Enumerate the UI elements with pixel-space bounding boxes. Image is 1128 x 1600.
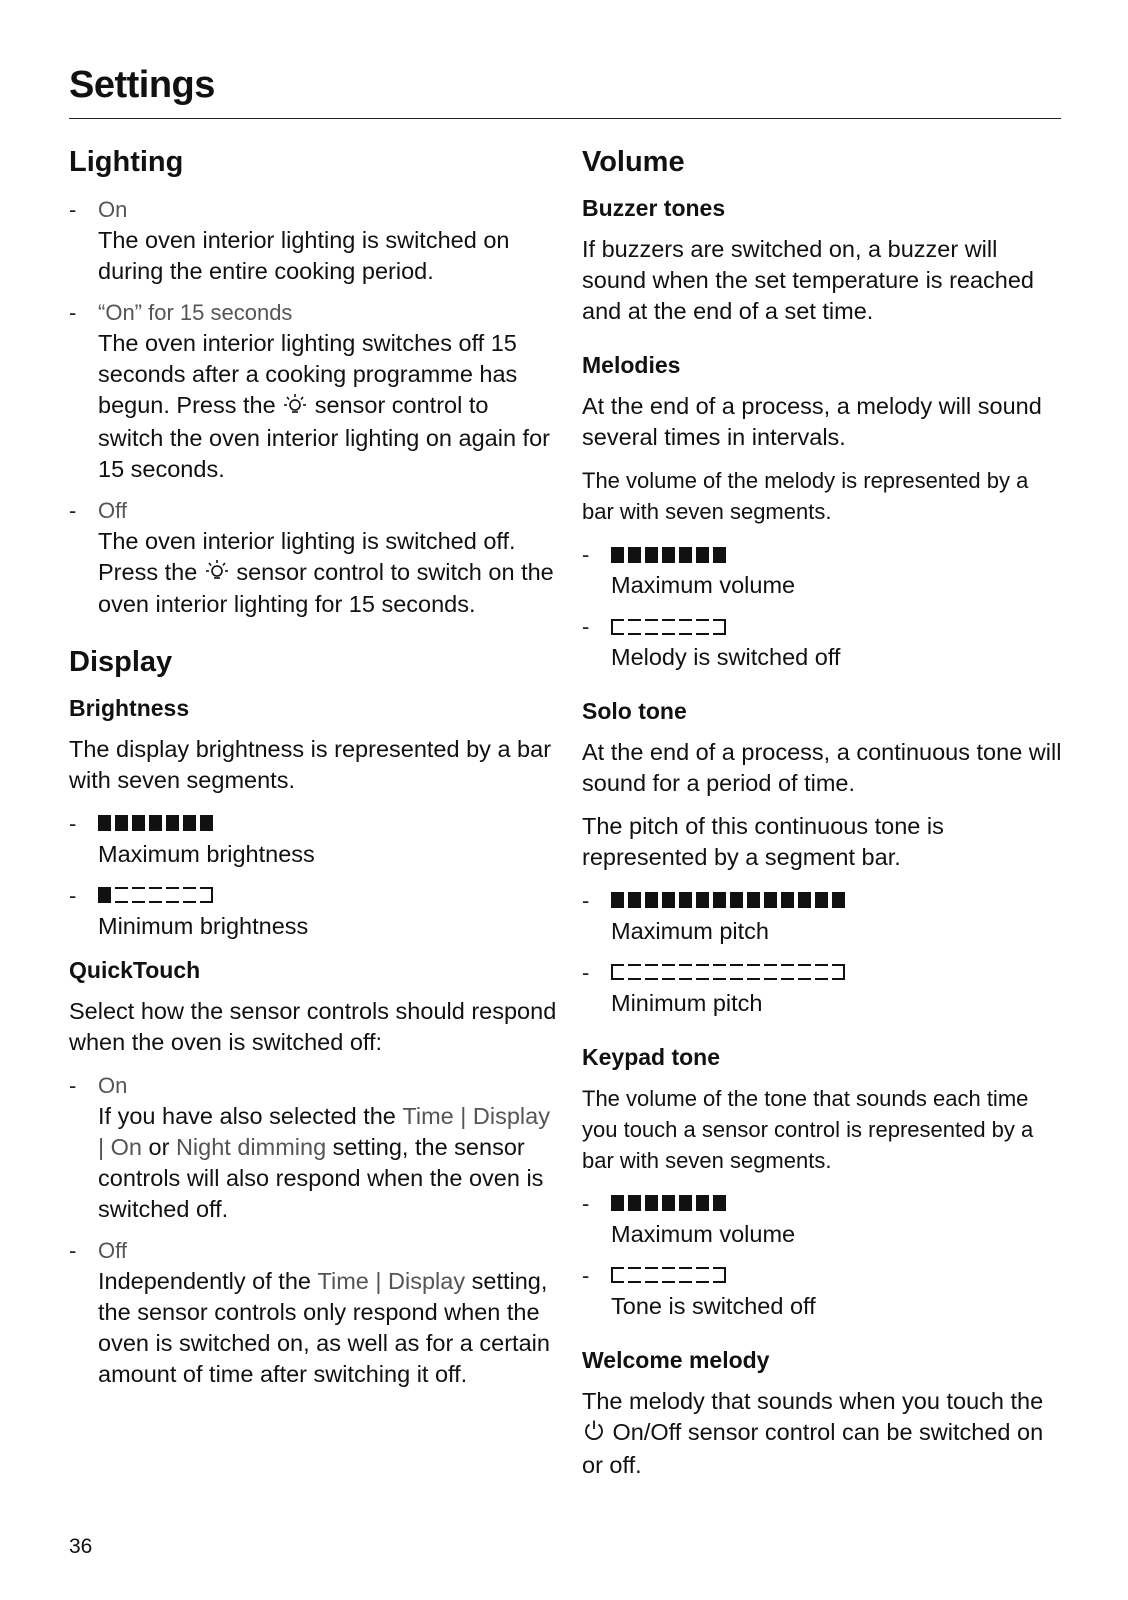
segment-empty (628, 619, 641, 635)
text-part: Independently of the (98, 1267, 318, 1294)
text-part: setting, the sensor controls only respond when the oven is switched on, as well as for a certain amount of time after switching it off. (98, 1267, 550, 1387)
segment-empty (611, 964, 624, 980)
segment-bar (98, 808, 559, 839)
brightness-text: The display brightness is represented by a bar with seven segments. (69, 735, 552, 793)
segment-empty (200, 887, 213, 903)
keypad-option-max (582, 1188, 1066, 1250)
segment-filled (713, 1195, 726, 1211)
text-part: The melody that sounds when you touch the (582, 1387, 1044, 1414)
text-part: sensor control to switch the oven interior lighting on again for 15 seconds. (98, 392, 550, 482)
segment-bar (611, 611, 1066, 642)
option-text (98, 1101, 559, 1225)
segment-filled (764, 892, 777, 908)
page-title: Settings (69, 64, 215, 106)
segment-bar (98, 880, 559, 911)
segment-filled (662, 547, 675, 563)
buzzer-section (582, 194, 1066, 327)
brightness-heading: Brightness (69, 695, 190, 722)
lighting-heading: Lighting (69, 146, 184, 178)
lighting-option-off (69, 495, 559, 620)
option-text: Maximum volume (611, 572, 796, 599)
segment-filled (832, 892, 845, 908)
segment-empty (696, 619, 709, 635)
list-dash: - (582, 959, 590, 985)
ui-setting-name: Night dimming (175, 1133, 327, 1160)
list-dash: - (69, 497, 77, 523)
segment-empty (662, 619, 675, 635)
list-dash: - (582, 887, 590, 913)
option-label: Off (98, 497, 127, 523)
melodies-heading: Melodies (582, 352, 681, 379)
segment-filled (628, 892, 641, 908)
segment-bar (611, 1188, 1066, 1219)
list-dash: - (582, 1262, 590, 1288)
brightness-option-min (69, 880, 559, 942)
text-part: On/Off sensor control can be switched on or off. (582, 1418, 1044, 1478)
segment-empty (815, 964, 828, 980)
segment-bar (611, 1260, 1066, 1291)
segment-filled (98, 887, 111, 903)
option-text: Melody is switched off (611, 644, 841, 671)
segment-empty (730, 964, 743, 980)
power-icon (582, 1418, 606, 1450)
segment-filled (149, 815, 162, 831)
option-label: On (98, 197, 128, 223)
lighting-option-on (69, 194, 559, 287)
option-text (98, 526, 559, 620)
segment-filled (696, 892, 709, 908)
segment-filled (628, 1195, 641, 1211)
quicktouch-option-on (69, 1070, 559, 1225)
list-dash: - (582, 614, 590, 640)
light-icon (282, 392, 308, 423)
text-part: setting, the sensor controls will also respond when the oven is switched off. (98, 1133, 544, 1222)
segment-filled (713, 547, 726, 563)
list-dash: - (582, 542, 590, 568)
segment-filled (166, 815, 179, 831)
option-text: Maximum brightness (98, 840, 315, 867)
segment-filled (611, 892, 624, 908)
text-part: If you have also selected the (98, 1102, 403, 1129)
segment-empty (747, 964, 760, 980)
segment-filled (730, 892, 743, 908)
quicktouch-option-off (69, 1235, 559, 1390)
segment-filled (645, 547, 658, 563)
segment-empty (781, 964, 794, 980)
right-column (582, 144, 1066, 1505)
segment-filled (662, 1195, 675, 1211)
segment-bar (611, 885, 1066, 916)
segment-empty (713, 964, 726, 980)
option-label: Off (98, 1237, 127, 1263)
list-dash: - (582, 1190, 590, 1216)
solo-tone-text-2: The pitch of this continuous tone is represented by a segment bar. (582, 812, 944, 870)
solo-tone-text-1: At the end of a process, a continuous tone will sound for a period of time. (582, 738, 1062, 796)
segment-filled (115, 815, 128, 831)
segment-filled (679, 547, 692, 563)
segment-filled (696, 547, 709, 563)
segment-filled (645, 892, 658, 908)
ui-setting-name: Time | Display (317, 1267, 466, 1294)
option-text (98, 328, 559, 484)
text-part: sensor control to switch on the oven interior lighting for 15 seconds. (98, 558, 554, 617)
keypad-tone-heading: Keypad tone (582, 1043, 721, 1070)
segment-filled (713, 892, 726, 908)
option-text: Minimum brightness (98, 912, 309, 939)
segment-filled (781, 892, 794, 908)
segment-empty (662, 1267, 675, 1283)
list-dash: - (69, 197, 77, 223)
segment-filled (200, 815, 213, 831)
option-text: The oven interior lighting is switched on during the entire cooking period. (98, 227, 510, 285)
buzzer-heading: Buzzer tones (582, 195, 726, 222)
list-dash: - (69, 1237, 77, 1263)
segment-filled (662, 892, 675, 908)
brightness-option-max (69, 808, 559, 870)
text-part: The oven interior lighting switches off 15 seconds after a cooking programme has begun. Press the (98, 330, 518, 419)
segment-empty (713, 1267, 726, 1283)
option-label: “On” for 15 seconds (98, 300, 293, 326)
segment-empty (611, 1267, 624, 1283)
segment-empty (645, 619, 658, 635)
segment-empty (115, 887, 128, 903)
option-text: Maximum volume (611, 1220, 796, 1247)
melodies-text: At the end of a process, a melody will sound several times in intervals. (582, 393, 1042, 451)
segment-filled (747, 892, 760, 908)
segment-filled (645, 1195, 658, 1211)
welcome-melody-text (582, 1386, 1066, 1481)
keypad-tone-section (582, 1043, 1066, 1322)
option-label: On (98, 1072, 128, 1098)
segment-filled (696, 1195, 709, 1211)
segment-empty (645, 964, 658, 980)
segment-empty (166, 887, 179, 903)
volume-heading: Volume (582, 146, 685, 178)
melody-option-max (582, 539, 1066, 601)
segment-filled (611, 1195, 624, 1211)
text-part: or (141, 1133, 176, 1160)
keypad-option-off (582, 1260, 1066, 1322)
list-dash: - (69, 1072, 77, 1098)
quicktouch-text: Select how the sensor controls should respond when the oven is switched off: (69, 997, 557, 1055)
segment-empty (679, 1267, 692, 1283)
segment-empty (645, 1267, 658, 1283)
option-text: Tone is switched off (611, 1292, 816, 1319)
quicktouch-heading: QuickTouch (69, 956, 201, 983)
light-icon (204, 558, 230, 589)
segment-filled (611, 547, 624, 563)
segment-empty (662, 964, 675, 980)
segment-empty (628, 1267, 641, 1283)
welcome-melody-section (582, 1346, 1066, 1481)
segment-empty (679, 619, 692, 635)
page-number: 36 (69, 1535, 93, 1558)
segment-bar (611, 957, 1066, 988)
keypad-tone-text: The volume of the tone that sounds each time you touch a sensor control is represented by a bar with seven segments. (582, 1085, 1034, 1173)
left-column (69, 144, 559, 1414)
text-part: The oven interior lighting is switched off. Press the (98, 527, 516, 585)
segment-empty (713, 619, 726, 635)
segment-empty (149, 887, 162, 903)
segment-filled (679, 1195, 692, 1211)
segment-empty (696, 1267, 709, 1283)
segment-filled (183, 815, 196, 831)
option-text (98, 1266, 559, 1390)
solo-tone-heading: Solo tone (582, 698, 687, 725)
segment-empty (183, 887, 196, 903)
segment-filled (815, 892, 828, 908)
segment-empty (696, 964, 709, 980)
segment-empty (764, 964, 777, 980)
melodies-section (582, 351, 1066, 673)
lighting-option-15s (69, 297, 559, 484)
segment-empty (679, 964, 692, 980)
segment-empty (832, 964, 845, 980)
segment-empty (132, 887, 145, 903)
welcome-melody-heading: Welcome melody (582, 1346, 770, 1373)
segment-bar (611, 539, 1066, 570)
solo-tone-section (582, 697, 1066, 1019)
display-section (69, 644, 559, 1390)
display-heading: Display (69, 645, 173, 678)
segment-filled (798, 892, 811, 908)
melodies-text-small: The volume of the melody is represented by a bar with seven segments. (582, 468, 1029, 525)
pitch-option-min (582, 957, 1066, 1019)
lighting-section (69, 144, 559, 620)
segment-empty (611, 619, 624, 635)
list-dash: - (69, 300, 77, 326)
list-dash: - (69, 810, 77, 836)
segment-empty (628, 964, 641, 980)
pitch-option-max (582, 885, 1066, 947)
segment-filled (98, 815, 111, 831)
list-dash: - (69, 882, 77, 908)
segment-filled (628, 547, 641, 563)
option-text: Maximum pitch (611, 917, 770, 944)
segment-filled (679, 892, 692, 908)
segment-empty (798, 964, 811, 980)
segment-filled (132, 815, 145, 831)
ui-setting-name: Time | Display | On (98, 1102, 550, 1160)
melody-option-off (582, 611, 1066, 673)
option-text: Minimum pitch (611, 989, 763, 1016)
buzzer-text: If buzzers are switched on, a buzzer will sound when the set temperature is reached and at the end of a set time. (582, 236, 1034, 325)
header-rule (69, 118, 1061, 119)
